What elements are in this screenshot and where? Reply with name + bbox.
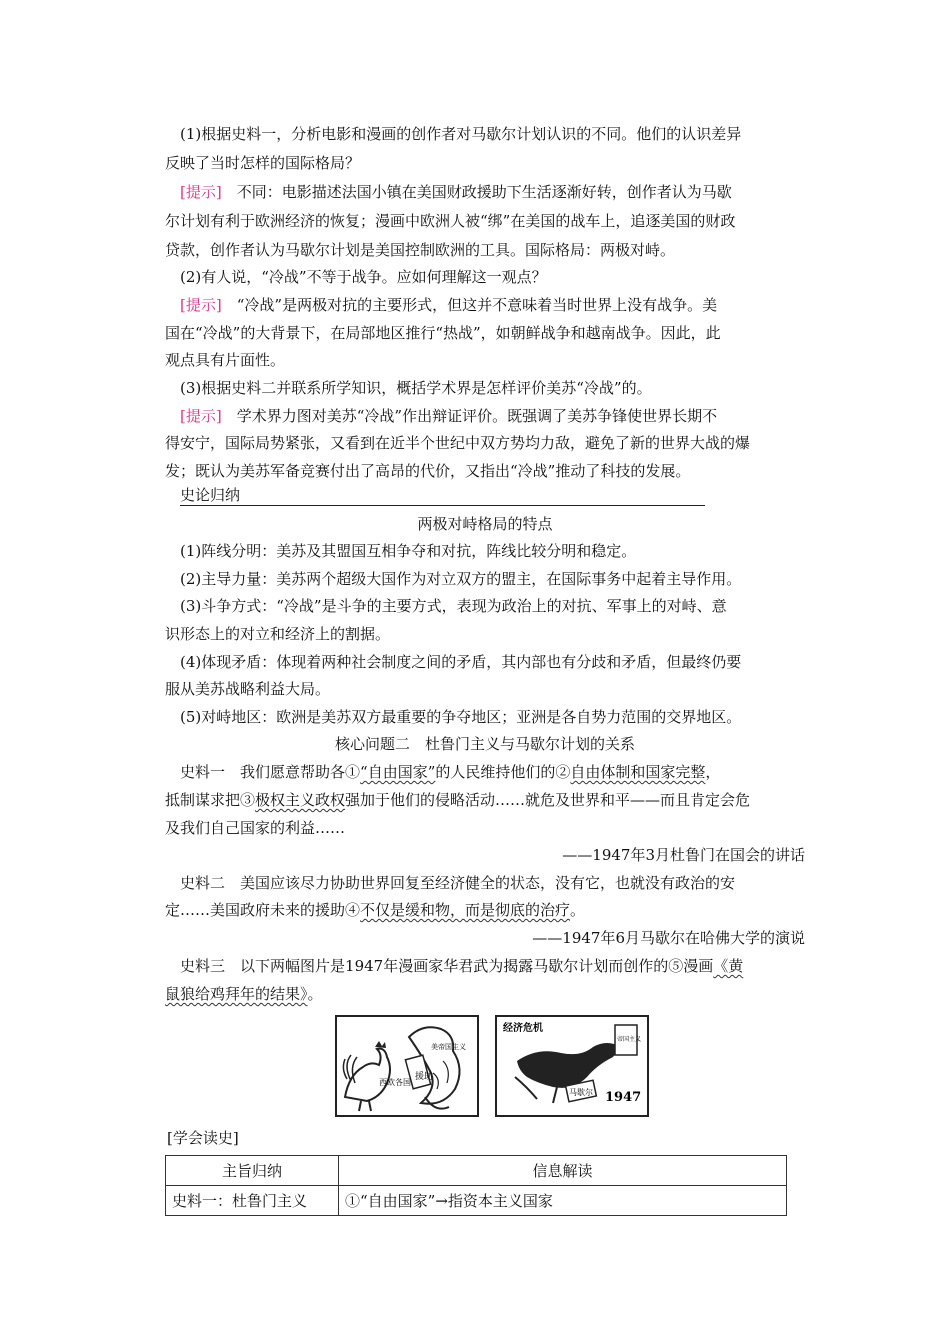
source-text: 的人民维持他们的② <box>435 763 571 781</box>
source-1-citation: ——1947年3月杜鲁门在国会的讲话 <box>562 846 805 864</box>
source-label: 史料一 <box>180 763 226 781</box>
cartoon-drawing <box>497 1017 647 1115</box>
source-text: 。 <box>307 985 323 1003</box>
source-text: 。 <box>570 901 586 919</box>
underlined-phrase: 极权主义政权 <box>255 791 346 809</box>
source-text: 强加于他们的侵略活动……就危及世界和平——而且肯定会危 <box>345 791 751 809</box>
label-crisis: 经济危机 <box>503 1023 543 1034</box>
underlined-phrase: 自由体制和国家完整 <box>570 763 706 781</box>
question-3: (3)根据史料二并联系所学知识，概括学术界是怎样评价美苏“冷战”的。 <box>180 379 652 397</box>
underlined-phrase: “自由国家” <box>360 763 436 781</box>
answer-1-line-2: 尔计划有利于欧洲经济的恢复；漫画中欧洲人被“绑”在美国的战车上，追逐美国的财政 <box>165 212 736 230</box>
label-tag: 马歇尔 <box>569 1088 593 1097</box>
source-1-line-3: 及我们自己国家的利益…… <box>165 819 346 837</box>
source-text: 以下两幅图片是1947年漫画家华君武为揭露马歇尔计划而创作的⑤漫画 <box>240 957 714 975</box>
answer-text: “冷战”是两极对抗的主要形式，但这并不意味着当时世界上没有战争。美 <box>236 296 718 314</box>
answer-text: 不同：电影描述法国小镇在美国财政援助下生活逐渐好转，创作者认为马歇 <box>236 183 732 201</box>
learn-history-label: [学会读史] <box>167 1129 239 1147</box>
label-us: 美帝国主义 <box>431 1043 466 1051</box>
summary-point-4a: (4)体现矛盾：体现着两种社会制度之间的矛盾，其内部也有分歧和矛盾，但最终仍要 <box>180 653 742 671</box>
answer-3-line-3: 发；既认为美苏军备竞赛付出了高昂的代价，又指出“冷战”推动了科技的发展。 <box>165 462 691 480</box>
info-table <box>165 1155 787 1216</box>
summary-title: 两极对峙格局的特点 <box>417 515 553 533</box>
answer-text: 学术界力图对美苏“冷战”作出辩证评价。既强调了美苏争锋使世界长期不 <box>236 407 718 425</box>
source-2-citation: ——1947年6月马歇尔在哈佛大学的演说 <box>532 929 805 947</box>
answer-2-line-3: 观点具有片面性。 <box>165 351 286 369</box>
source-3-line-2 <box>165 984 805 1004</box>
summary-point-3a: (3)斗争方式：“冷战”是斗争的主要方式，表现为政治上的对抗、军事上的对峙、意 <box>180 597 727 615</box>
source-text: 美国应该尽力协助世界回复至经济健全的状态，没有它，也就没有政治的安 <box>240 874 736 892</box>
summary-point-4b: 服从美苏战略利益大局。 <box>165 680 331 698</box>
label-europe: 西欧各国 <box>379 1078 411 1087</box>
source-1-line-1 <box>180 762 820 782</box>
source-text: 定……美国政府未来的援助④ <box>165 901 361 919</box>
table-row <box>166 1186 787 1216</box>
source-text: ， <box>705 763 721 781</box>
summary-point-1: (1)阵线分明：美苏及其盟国互相争夺和对抗，阵线比较分明和稳定。 <box>180 542 637 560</box>
cartoon-drawing <box>337 1017 477 1115</box>
source-label: 史料三 <box>180 957 226 975</box>
table-header-row <box>166 1156 787 1186</box>
question-1-line-1: (1)根据史料一，分析电影和漫画的创作者对马歇尔计划认识的不同。他们的认识差异 <box>180 125 742 143</box>
question-2: (2)有人说，“冷战”不等于战争。应如何理解这一观点？ <box>180 268 547 286</box>
section-heading: 史论归纳 <box>180 485 705 506</box>
cartoon-weasel-chicken <box>335 1015 479 1117</box>
source-text: 抵制谋求把③ <box>165 791 256 809</box>
source-2-line-1 <box>180 873 820 893</box>
answer-2-line-1 <box>180 295 820 315</box>
header-summary: 主旨归纳 <box>166 1156 339 1186</box>
cartoon-economic-crisis <box>495 1015 649 1117</box>
summary-point-5: (5)对峙地区：欧洲是美苏双方最重要的争夺地区；亚洲是各自势力范围的交界地区。 <box>180 708 742 726</box>
core-question-title: 核心问题二 杜鲁门主义与马歇尔计划的关系 <box>334 735 635 753</box>
answer-1-line-3: 贷款，创作者认为马歇尔计划是美国控制欧洲的工具。国际格局：两极对峙。 <box>165 241 676 259</box>
hint-label: [提示] <box>180 296 222 314</box>
underlined-phrase: 《黄 <box>713 957 744 975</box>
answer-1-line-1 <box>180 182 820 202</box>
source-3-line-1 <box>180 956 820 976</box>
question-1-line-2: 反映了当时怎样的国际格局？ <box>165 154 361 172</box>
header-interpretation: 信息解读 <box>339 1156 787 1186</box>
source-1-line-2 <box>165 790 805 810</box>
row-interpretation-cell: ①“自由国家”→指资本主义国家 <box>339 1186 787 1216</box>
label-year: 1947 <box>605 1090 642 1105</box>
source-2-line-2 <box>165 900 805 920</box>
source-label: 史料二 <box>180 874 226 892</box>
source-text: 我们愿意帮助各① <box>240 763 361 781</box>
answer-3-line-1 <box>180 406 820 426</box>
underlined-phrase: 不仅是缓和物，而是彻底的治疗 <box>360 901 571 919</box>
summary-point-3b: 识形态上的对立和经济上的割据。 <box>165 625 391 643</box>
hint-label: [提示] <box>180 183 222 201</box>
summary-point-2: (2)主导力量：美苏两个超级大国作为对立双方的盟主，在国际事务中起着主导作用。 <box>180 570 742 588</box>
label-imperialism: 帝国主义 <box>617 1036 642 1043</box>
hint-label: [提示] <box>180 407 222 425</box>
row-summary-cell: 史料一：杜鲁门主义 <box>166 1186 339 1216</box>
answer-2-line-2: 国在“冷战”的大背景下，在局部地区推行“热战”，如朝鲜战争和越南战争。因此，此 <box>165 324 721 342</box>
underlined-phrase: 鼠狼给鸡拜年的结果》 <box>165 985 308 1003</box>
answer-3-line-2: 得安宁，国际局势紧张，又看到在近半个世纪中双方势均力敌，避免了新的世界大战的爆 <box>165 434 751 452</box>
label-aid: 援助 <box>415 1072 434 1082</box>
